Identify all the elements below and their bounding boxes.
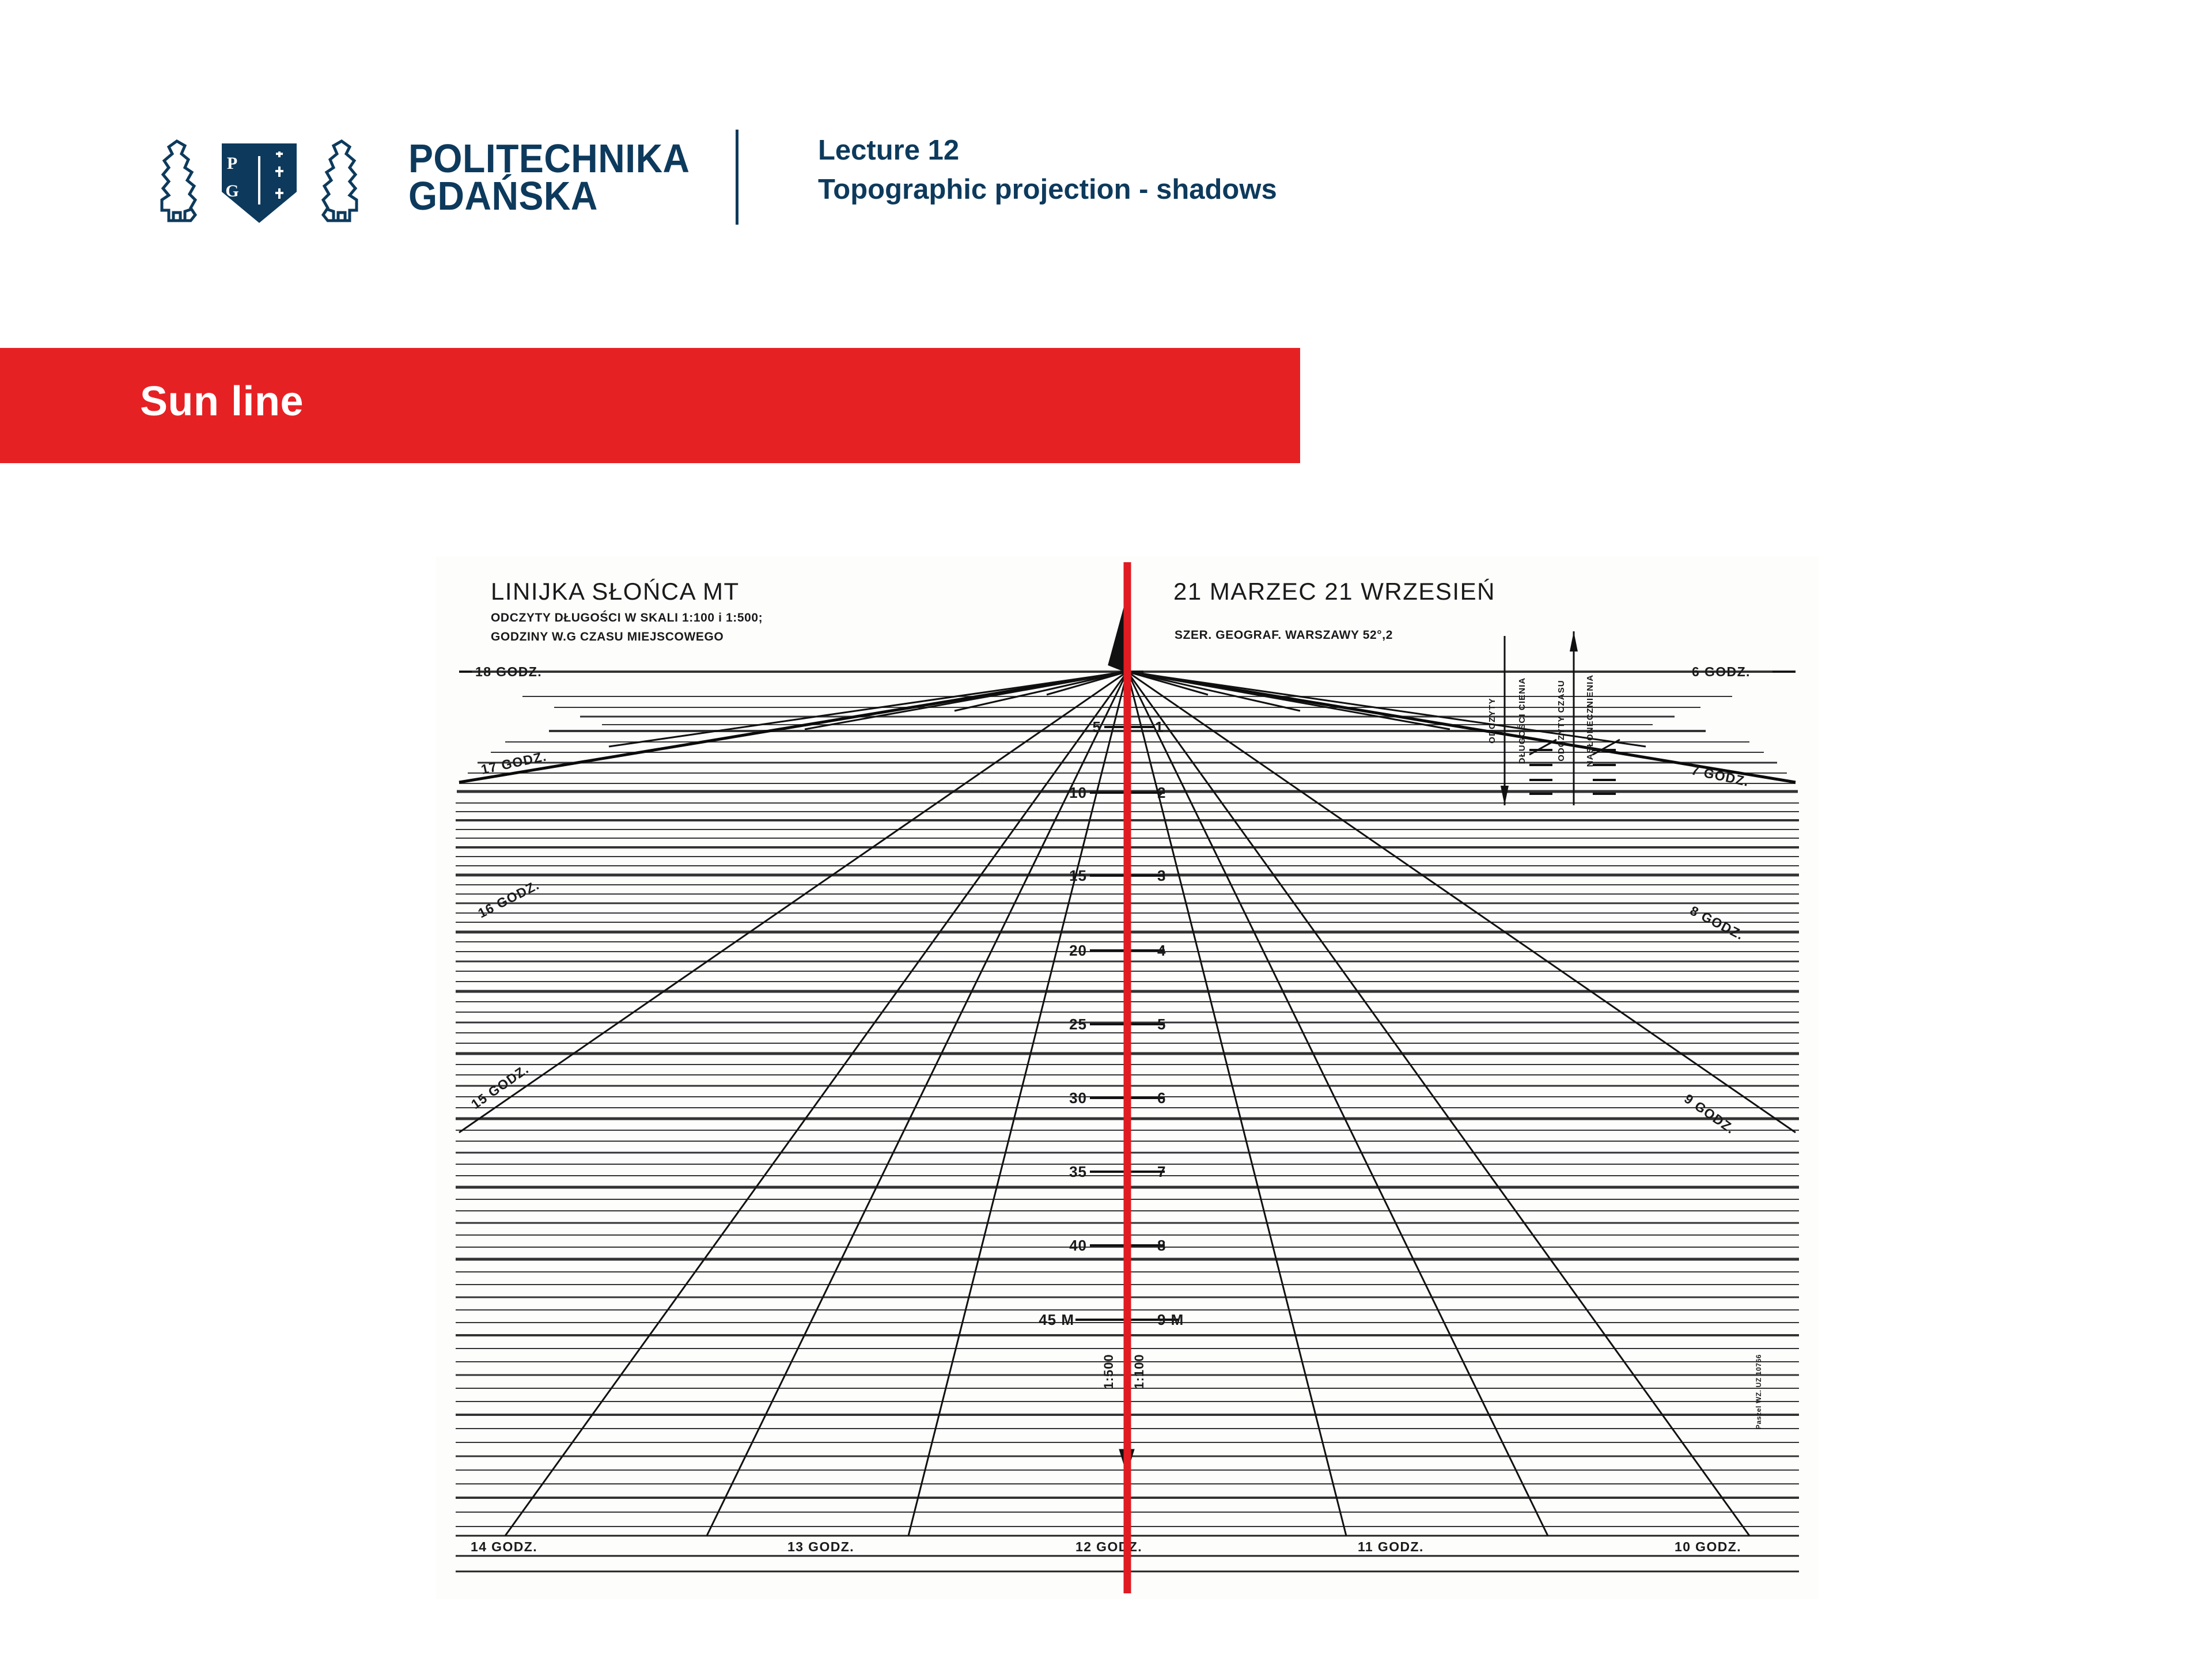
chart-title: LINIJKA SŁOŃCA MT <box>491 578 740 605</box>
scale-right-8: 8 <box>1157 1237 1166 1254</box>
lecture-subtitle: Topographic projection - shadows <box>818 173 1277 205</box>
lecture-number: Lecture 12 <box>818 135 960 166</box>
hour-label-8: 8 GODZ. <box>1687 903 1747 943</box>
scale-right-4: 4 <box>1157 942 1166 959</box>
scale-left-45M: 45 M <box>1039 1311 1074 1328</box>
sun-line-chart <box>436 556 1819 1599</box>
legend-odczyty: ODCZYTY <box>1487 698 1497 744</box>
university-name-line2: GDAŃSKA <box>408 173 598 218</box>
section-title: Sun line <box>140 378 304 425</box>
scale-right-7: 7 <box>1157 1163 1166 1180</box>
chart-date-title: 21 MARZEC 21 WRZESIEŃ <box>1173 578 1495 605</box>
university-name-line1: POLITECHNIKA <box>408 136 690 181</box>
scale-label-1-500: 1:500 <box>1101 1354 1116 1389</box>
header-divider <box>736 130 738 225</box>
scale-left-35: 35 <box>1069 1163 1087 1180</box>
pg-coat-of-arms-icon <box>135 124 383 230</box>
university-name <box>408 136 690 218</box>
hour-label-6: 6 GODZ. <box>1692 664 1751 679</box>
legend-dlugosci-cienia: DŁUGOŚCI CIENIA <box>1517 677 1527 764</box>
university-logo-block <box>135 124 714 230</box>
scale-left-30: 30 <box>1069 1089 1087 1107</box>
hour-label-16: 16 GODZ. <box>475 877 542 921</box>
scale-left-20: 20 <box>1069 942 1087 959</box>
hour-label-7: 7 GODZ. <box>1690 762 1751 790</box>
slide-header <box>0 0 2212 323</box>
hour-label-9: 9 GODZ. <box>1681 1090 1738 1137</box>
scale-left-10: 10 <box>1069 784 1087 801</box>
scale-right-1: 1 <box>1155 718 1164 736</box>
scale-left-40: 40 <box>1069 1237 1087 1254</box>
scale-right-6: 6 <box>1157 1089 1166 1107</box>
scale-label-1-100: 1:100 <box>1132 1354 1146 1389</box>
svg-text:G: G <box>225 181 239 200</box>
svg-text:P: P <box>226 154 238 173</box>
legend-naslonecznienia: NASŁONECZNIENIA <box>1585 674 1595 767</box>
chart-subtitle-2: GODZINY W.G CZASU MIEJSCOWEGO <box>491 630 724 643</box>
hour-label-11: 11 GODZ. <box>1358 1539 1424 1554</box>
hour-label-18: 18 GODZ. <box>475 664 543 679</box>
legend-odczyty-czasu: ODCZYTY CZASU <box>1556 680 1566 762</box>
hour-label-17: 17 GODZ. <box>479 748 548 777</box>
scale-right-5: 5 <box>1157 1016 1166 1033</box>
hour-label-10: 10 GODZ. <box>1675 1539 1742 1554</box>
hour-label-12: 12 GODZ. <box>1075 1539 1143 1554</box>
hour-label-15: 15 GODZ. <box>468 1061 532 1112</box>
hour-label-13: 13 GODZ. <box>787 1539 855 1554</box>
scale-left-15: 15 <box>1069 867 1087 884</box>
chart-imprint: Paszel WZ. UZ 10766 <box>1755 1354 1763 1430</box>
hour-label-14: 14 GODZ. <box>471 1539 538 1554</box>
header-title-block <box>818 131 1277 209</box>
chart-latitude-note: SZER. GEOGRAF. WARSZAWY 52°,2 <box>1175 628 1393 642</box>
scale-right-2: 2 <box>1157 784 1166 801</box>
scale-left-5: 5 <box>1092 718 1101 736</box>
scale-right-3: 3 <box>1157 867 1166 884</box>
chart-subtitle-1: ODCZYTY DŁUGOŚCI W SKALI 1:100 i 1:500; <box>491 611 763 624</box>
scale-left-25: 25 <box>1069 1016 1087 1033</box>
scale-right-9M: 9 M <box>1157 1311 1184 1328</box>
section-banner <box>0 348 1300 463</box>
